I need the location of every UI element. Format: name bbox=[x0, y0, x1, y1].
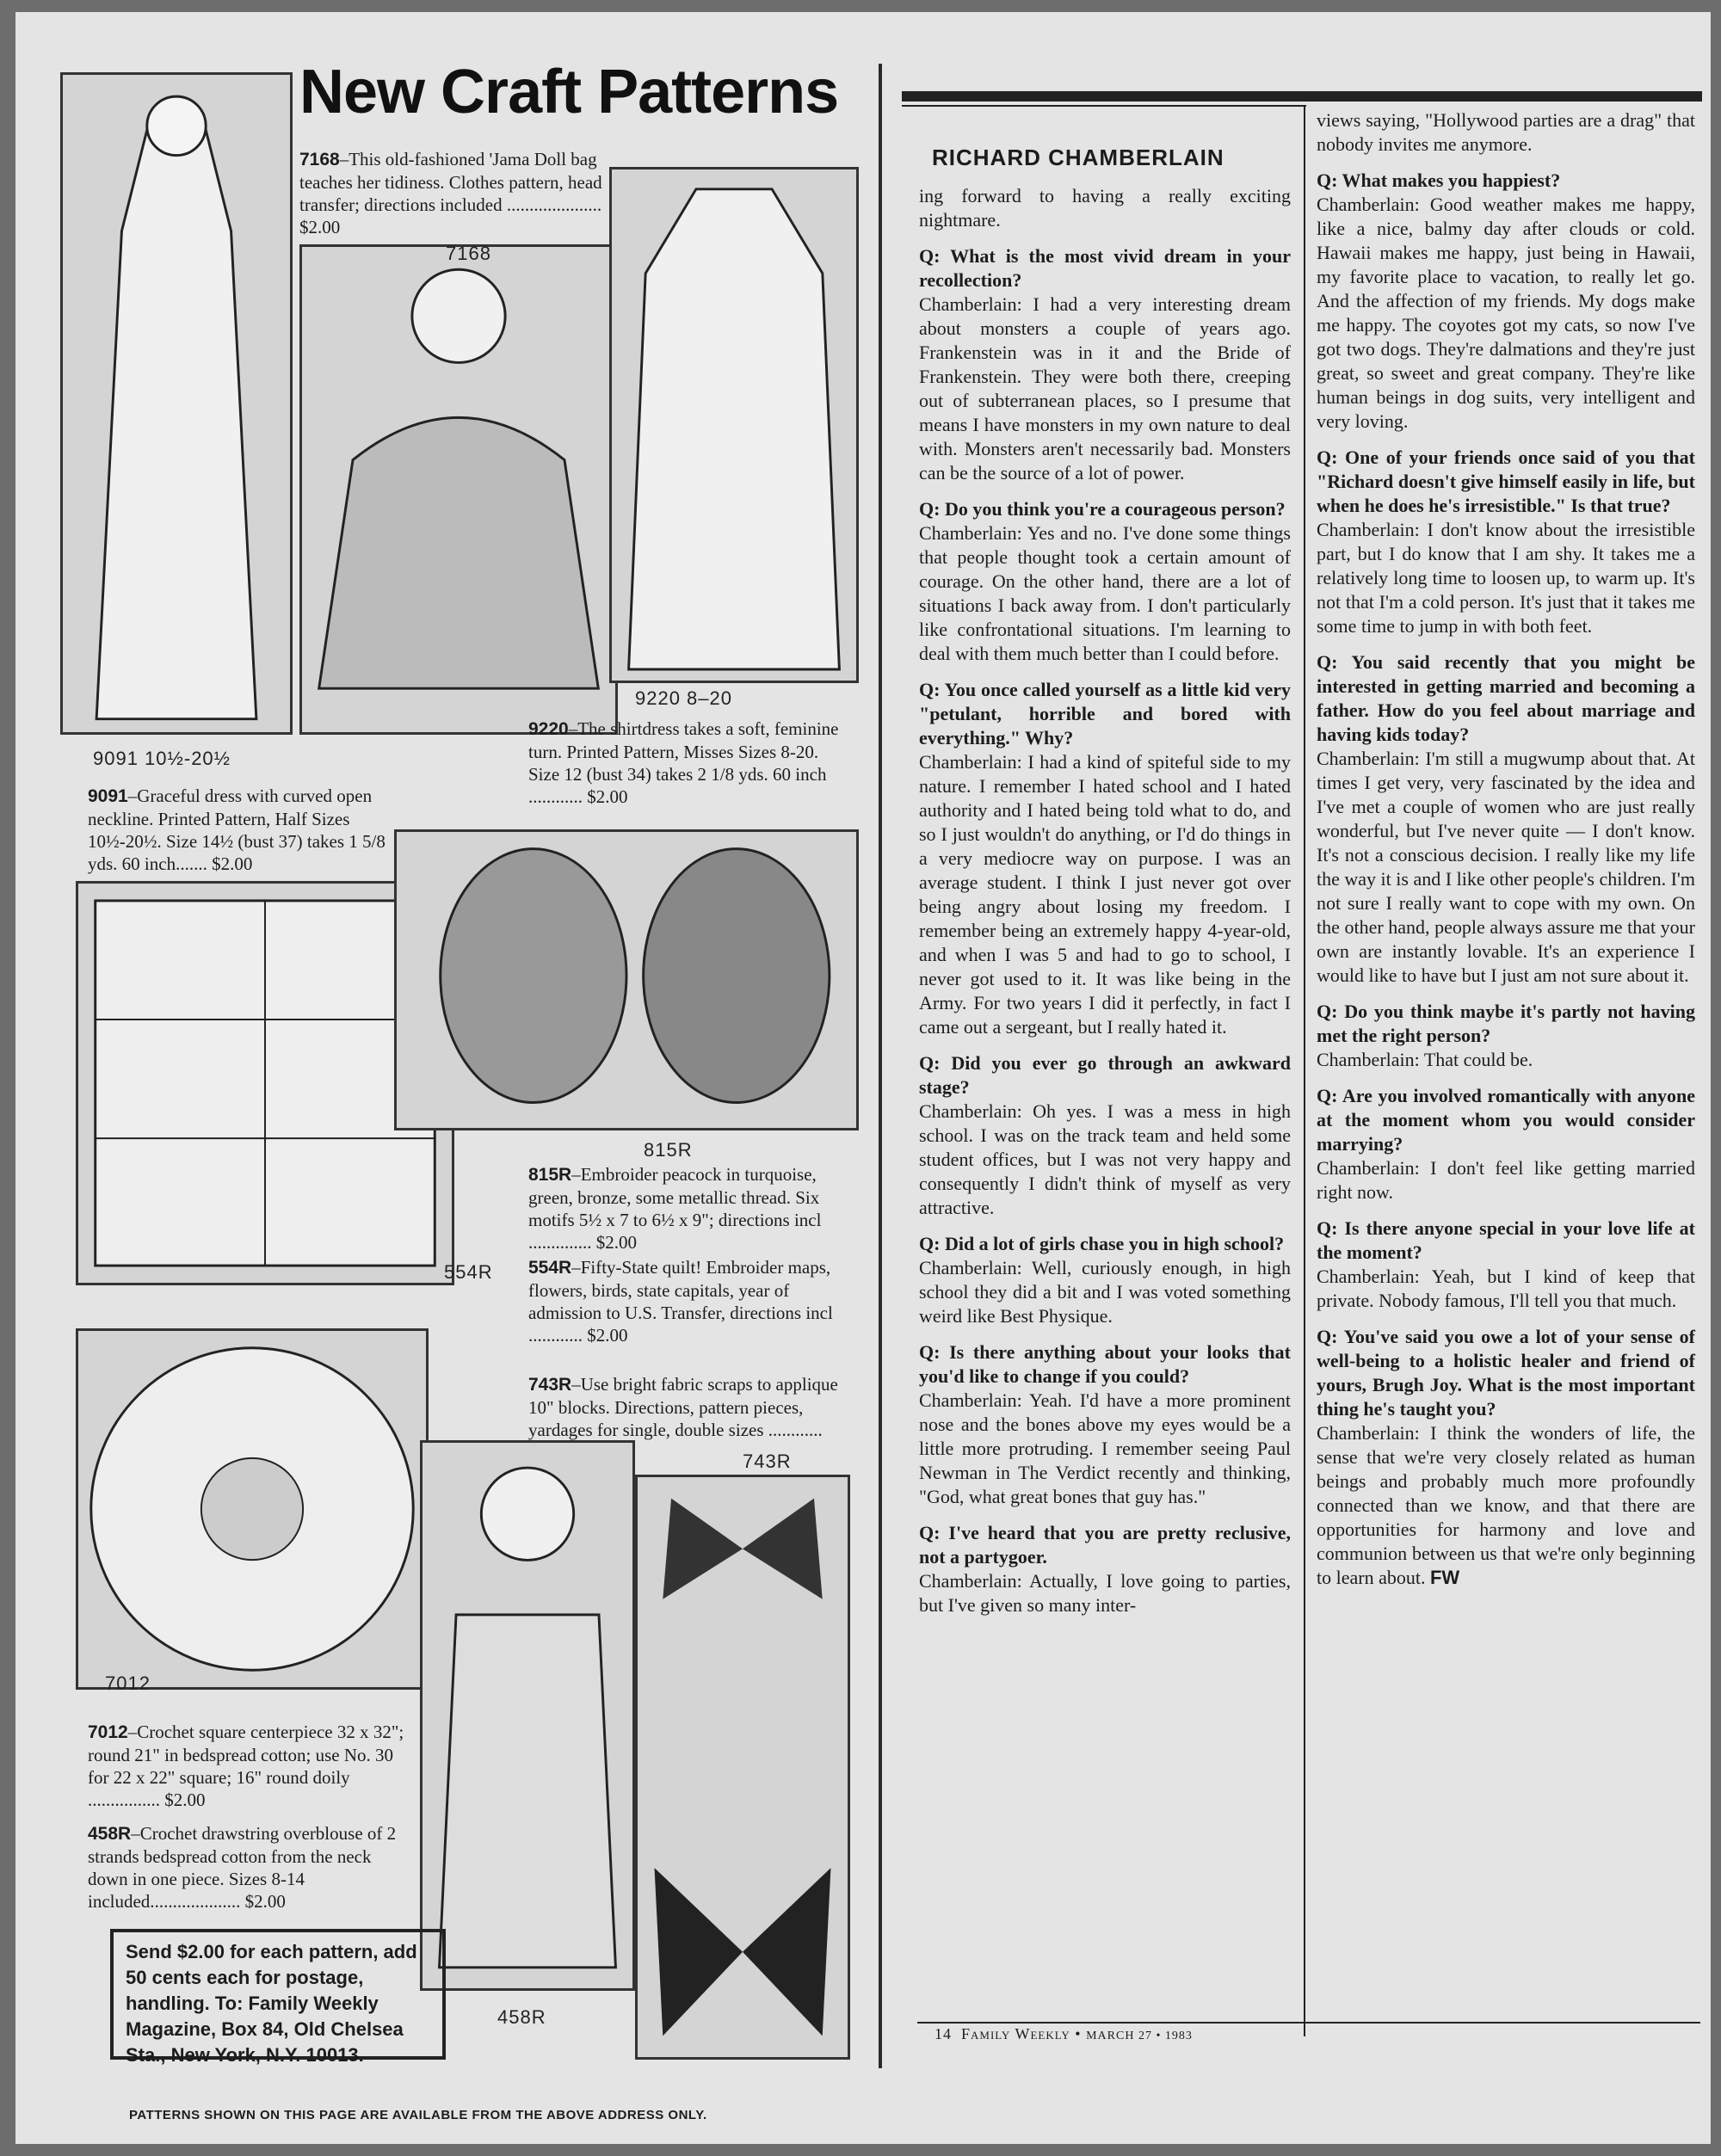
pattern-code: 815R bbox=[528, 1165, 572, 1185]
issue-date: MARCH 27 • 1983 bbox=[1086, 2030, 1193, 2042]
label-743r: 743R bbox=[743, 1451, 792, 1472]
blouse-458r-illustration bbox=[420, 1440, 635, 1991]
qa-block bbox=[1317, 650, 1695, 988]
dress-9091-illustration bbox=[60, 72, 293, 735]
qa-block bbox=[919, 678, 1291, 1039]
doll-7168-illustration bbox=[299, 244, 618, 735]
question: Q: What makes you happiest? bbox=[1317, 169, 1561, 191]
question: Q: What is the most vivid dream in your recollection? bbox=[919, 245, 1291, 291]
page-number: 14 bbox=[935, 2025, 952, 2042]
answer: Chamberlain: I think the wonders of life, the sense that we're very closely related as human beings and probably much more profoundly connected than we know, and that there are opportunities for harmony and love and communion between us that we're only beginning to learn about. bbox=[1317, 1422, 1695, 1588]
header-bar bbox=[902, 91, 1702, 102]
qa-block bbox=[1317, 1084, 1695, 1204]
pattern-code: 9220 bbox=[528, 719, 569, 739]
pattern-code: 7168 bbox=[299, 150, 340, 169]
pattern-code: 9091 bbox=[88, 786, 128, 806]
answer: views saying, "Hollywood parties are a drag" that nobody invites me anymore. bbox=[1317, 109, 1695, 155]
qa-block bbox=[1317, 169, 1695, 434]
page-folio: 14 Family Weekly • MARCH 27 • 1983 bbox=[935, 2025, 1193, 2042]
question: Q: I've heard that you are pretty reclusive, not a partygoer. bbox=[919, 1522, 1291, 1568]
butterfly-quilt-743r-illustration bbox=[635, 1475, 850, 2060]
pattern-743r-desc: 743R–Use bright fabric scraps to applique 10" blocks. Directions, pattern pieces, yardages for single, double sizes ............ bbox=[528, 1373, 845, 1463]
availability-note: PATTERNS SHOWN ON THIS PAGE ARE AVAILABLE FROM THE ABOVE ADDRESS ONLY. bbox=[129, 2108, 707, 2122]
label-554r: 554R bbox=[444, 1261, 493, 1283]
label-7012: 7012 bbox=[105, 1672, 151, 1694]
label-7168: 7168 bbox=[446, 243, 491, 264]
label-815r: 815R bbox=[644, 1139, 693, 1161]
magazine-name: Family Weekly bbox=[961, 2025, 1070, 2042]
price: $2.00 bbox=[587, 1325, 628, 1346]
interview-column-2 bbox=[1317, 108, 1695, 1602]
question: Q: Is there anything about your looks that you'd like to change if you could? bbox=[919, 1341, 1291, 1387]
qa-block bbox=[919, 1051, 1291, 1220]
question: Q: Did you ever go through an awkward stage? bbox=[919, 1052, 1291, 1098]
question: Q: Do you think you're a courageous person? bbox=[919, 498, 1286, 520]
header-rule bbox=[902, 105, 1306, 107]
answer: Chamberlain: Yes and no. I've done some things that people thought took a certain amount of courage. On the other hand, there are a lot of situations I back away from. I don't particularly like confrontational situations. I'm learning to deal with them much better than I could before. bbox=[919, 522, 1291, 664]
qa-block bbox=[1317, 1000, 1695, 1072]
question: Q: Are you involved romantically with anyone at the moment whom you would consider marrying? bbox=[1317, 1085, 1695, 1155]
pattern-7012-desc: 7012–Crochet square centerpiece 32 x 32"; round 21" in bedspread cotton; use No. 30 for 22 x 22" square; 16" round doily ................ $2.00 bbox=[88, 1722, 404, 1810]
answer: Chamberlain: That could be. bbox=[1317, 1049, 1533, 1070]
answer: ing forward to having a really exciting nightmare. bbox=[919, 185, 1291, 231]
price: $2.00 bbox=[595, 1232, 637, 1253]
pattern-code: 554R bbox=[528, 1258, 572, 1278]
pattern-9220-desc: 9220–The shirtdress takes a soft, feminine turn. Printed Pattern, Misses Sizes 8-20. Size 12 (bust 34) takes 2 1/8 yds. 60 inch ............ $2.00 bbox=[528, 718, 839, 807]
peacock-815r-illustration bbox=[394, 829, 859, 1130]
answer: Chamberlain: Yeah, but I kind of keep that private. Nobody famous, I'll tell you that much. bbox=[1317, 1266, 1695, 1311]
article-header: RICHARD CHAMBERLAIN bbox=[932, 145, 1224, 170]
shirtdress-9220-illustration bbox=[609, 167, 859, 683]
question: Q: You said recently that you might be interested in getting married and becoming a father. How do you feel about marriage and having kids today? bbox=[1317, 651, 1695, 745]
answer: Chamberlain: I had a kind of spiteful side to my nature. I remember I hated school and I hated authority and I hated being told what to do, and so I just wouldn't do anything, or I'd do things in a very mediocre way on purpose. I was an average student. I think I just never got over being angry about losing my freedom. I remember being an extremely happy 4-year-old, and when I was 5 and had to go to school, I never got used to it. It was like being in the Army. For two years I did it perfectly, in fact I came out a sergeant, but I really hated it. bbox=[919, 751, 1291, 1038]
question: Q: You've said you owe a lot of your sense of well-being to a holistic healer and friend of yours, Brugh Joy. What is the most important thing he's taught you? bbox=[1317, 1326, 1695, 1420]
answer: Chamberlain: Yeah. I'd have a more prominent nose and the bones above my eyes would be a little more protruding. I remember seeing Paul Newman in The Verdict recently and thinking, "God, what great bones that guy has." bbox=[919, 1389, 1291, 1507]
page-title: New Craft Patterns bbox=[299, 58, 839, 126]
pattern-code: 743R bbox=[528, 1375, 572, 1395]
label-9091: 9091 10½-20½ bbox=[93, 748, 231, 769]
interview-column-rule bbox=[1304, 105, 1305, 2036]
answer: Chamberlain: I don't feel like getting married right now. bbox=[1317, 1157, 1695, 1203]
price: $2.00 bbox=[164, 1789, 206, 1810]
interview-column-1 bbox=[919, 184, 1291, 1629]
price: $2.00 bbox=[587, 786, 628, 807]
column-divider bbox=[879, 64, 882, 2068]
pattern-9091-desc: 9091–Graceful dress with curved open neckline. Printed Pattern, Half Sizes 10½-20½. Size 14½ (bust 37) takes 1 5/8 yds. 60 inch....... $2.00 bbox=[88, 785, 386, 874]
pattern-code: 7012 bbox=[88, 1722, 128, 1742]
pattern-815r-desc: 815R–Embroider peacock in turquoise, green, bronze, some metallic thread. Six motifs 5½ x 7 to 6½ x 9"; directions incl .............. $2.00 bbox=[528, 1164, 822, 1253]
doily-7012-illustration bbox=[76, 1328, 429, 1690]
qa-block bbox=[919, 1521, 1291, 1617]
end-mark: FW bbox=[1429, 1567, 1460, 1588]
qa-block bbox=[1317, 108, 1695, 157]
magazine-page bbox=[15, 12, 1711, 2144]
question: Q: You once called yourself as a little kid very "petulant, horrible and bored with everything." Why? bbox=[919, 679, 1291, 748]
question: Q: Is there anyone special in your love life at the moment? bbox=[1317, 1217, 1695, 1263]
answer: Chamberlain: Good weather makes me happy, like a nice, balmy day after clouds or cold. Hawaii makes me happy, just being in Hawaii, my favorite place to vacation, to really let go. And the affection of my friends. My dogs make me happy. The coyotes got my cats, so now I've got two dogs. They're dalmations and they're just great, so sweet and great company. They're like human beings in dog suits, very intelligent and very loving. bbox=[1317, 194, 1695, 432]
answer: Chamberlain: Well, curiously enough, in high school they did a bit and I was voted something weird like Best Physique. bbox=[919, 1257, 1291, 1327]
pattern-code: 458R bbox=[88, 1824, 132, 1844]
question: Q: One of your friends once said of you that "Richard doesn't give himself easily in life, but when he does he's irresistible." Is that true? bbox=[1317, 447, 1695, 516]
price: $2.00 bbox=[244, 1891, 286, 1912]
question: Q: Do you think maybe it's partly not having met the right person? bbox=[1317, 1001, 1695, 1046]
answer: Chamberlain: I don't know about the irresistible part, but I do know that I am shy. It takes me a relatively long time to loosen up, to warm up. It's not that I'm a cold person. It's just that it takes me some time to jump in with both feet. bbox=[1317, 519, 1695, 637]
answer: Chamberlain: I had a very interesting dream about monsters a couple of years ago. Frankenstein was in it and the Bride of Frankenstein. They were both there, creeping out of subterranean places, so I presume that means I have monsters in my own nature to deal with. Monsters aren't necessarily bad. Monsters can be the source of a lot of power. bbox=[919, 293, 1291, 484]
pattern-458r-desc: 458R–Crochet drawstring overblouse of 2 strands bedspread cotton from the neck down in one piece. Sizes 8-14 included.................... $2.00 bbox=[88, 1823, 397, 1912]
qa-block bbox=[919, 1340, 1291, 1509]
qa-block bbox=[919, 1232, 1291, 1328]
price: $2.00 bbox=[212, 853, 253, 874]
answer: Chamberlain: I'm still a mugwump about that. At times I get very, very fascinated by the idea and I've met a couple of women who are just really wonderful, but I've never quite — I don't know. It's not a conscious decision. I really like my life the way it is and I like other people's children. I'm not sure I really want to cope with my own. On the other hand, people always assure me that your own are instantly lovable. It's an experience I would like to have but I just am not sure about it. bbox=[1317, 748, 1695, 986]
footer-rule bbox=[917, 2022, 1700, 2024]
question: Q: Did a lot of girls chase you in high school? bbox=[919, 1233, 1285, 1254]
qa-block bbox=[919, 497, 1291, 666]
answer: Chamberlain: Oh yes. I was a mess in high school. I was on the track team and held some student offices, but I was not very happy and consequently I didn't think of myself as very attractive. bbox=[919, 1100, 1291, 1218]
qa-block bbox=[1317, 446, 1695, 638]
pattern-554r-desc: 554R–Fifty-State quilt! Embroider maps, flowers, birds, state capitals, year of admission to U.S. Transfer, directions incl ............ $2.00 bbox=[528, 1257, 833, 1346]
qa-block bbox=[919, 184, 1291, 232]
label-458r: 458R bbox=[497, 2006, 546, 2028]
qa-block bbox=[1317, 1325, 1695, 1590]
price: $2.00 bbox=[299, 217, 341, 237]
label-9220: 9220 8–20 bbox=[635, 687, 732, 709]
pattern-7168-desc: 7168–This old-fashioned 'Jama Doll bag teaches her tidiness. Clothes pattern, head transfer; directions included ..................... $2.00 bbox=[299, 149, 602, 237]
qa-block bbox=[919, 244, 1291, 485]
qa-block bbox=[1317, 1217, 1695, 1313]
answer: Chamberlain: Actually, I love going to parties, but I've given so many inter- bbox=[919, 1570, 1291, 1616]
order-address-box: Send $2.00 for each pattern, add 50 cents each for postage, handling. To: Family Weekly Magazine, Box 84, Old Chelsea Sta., New York, N.Y. 10013. bbox=[110, 1929, 446, 2060]
